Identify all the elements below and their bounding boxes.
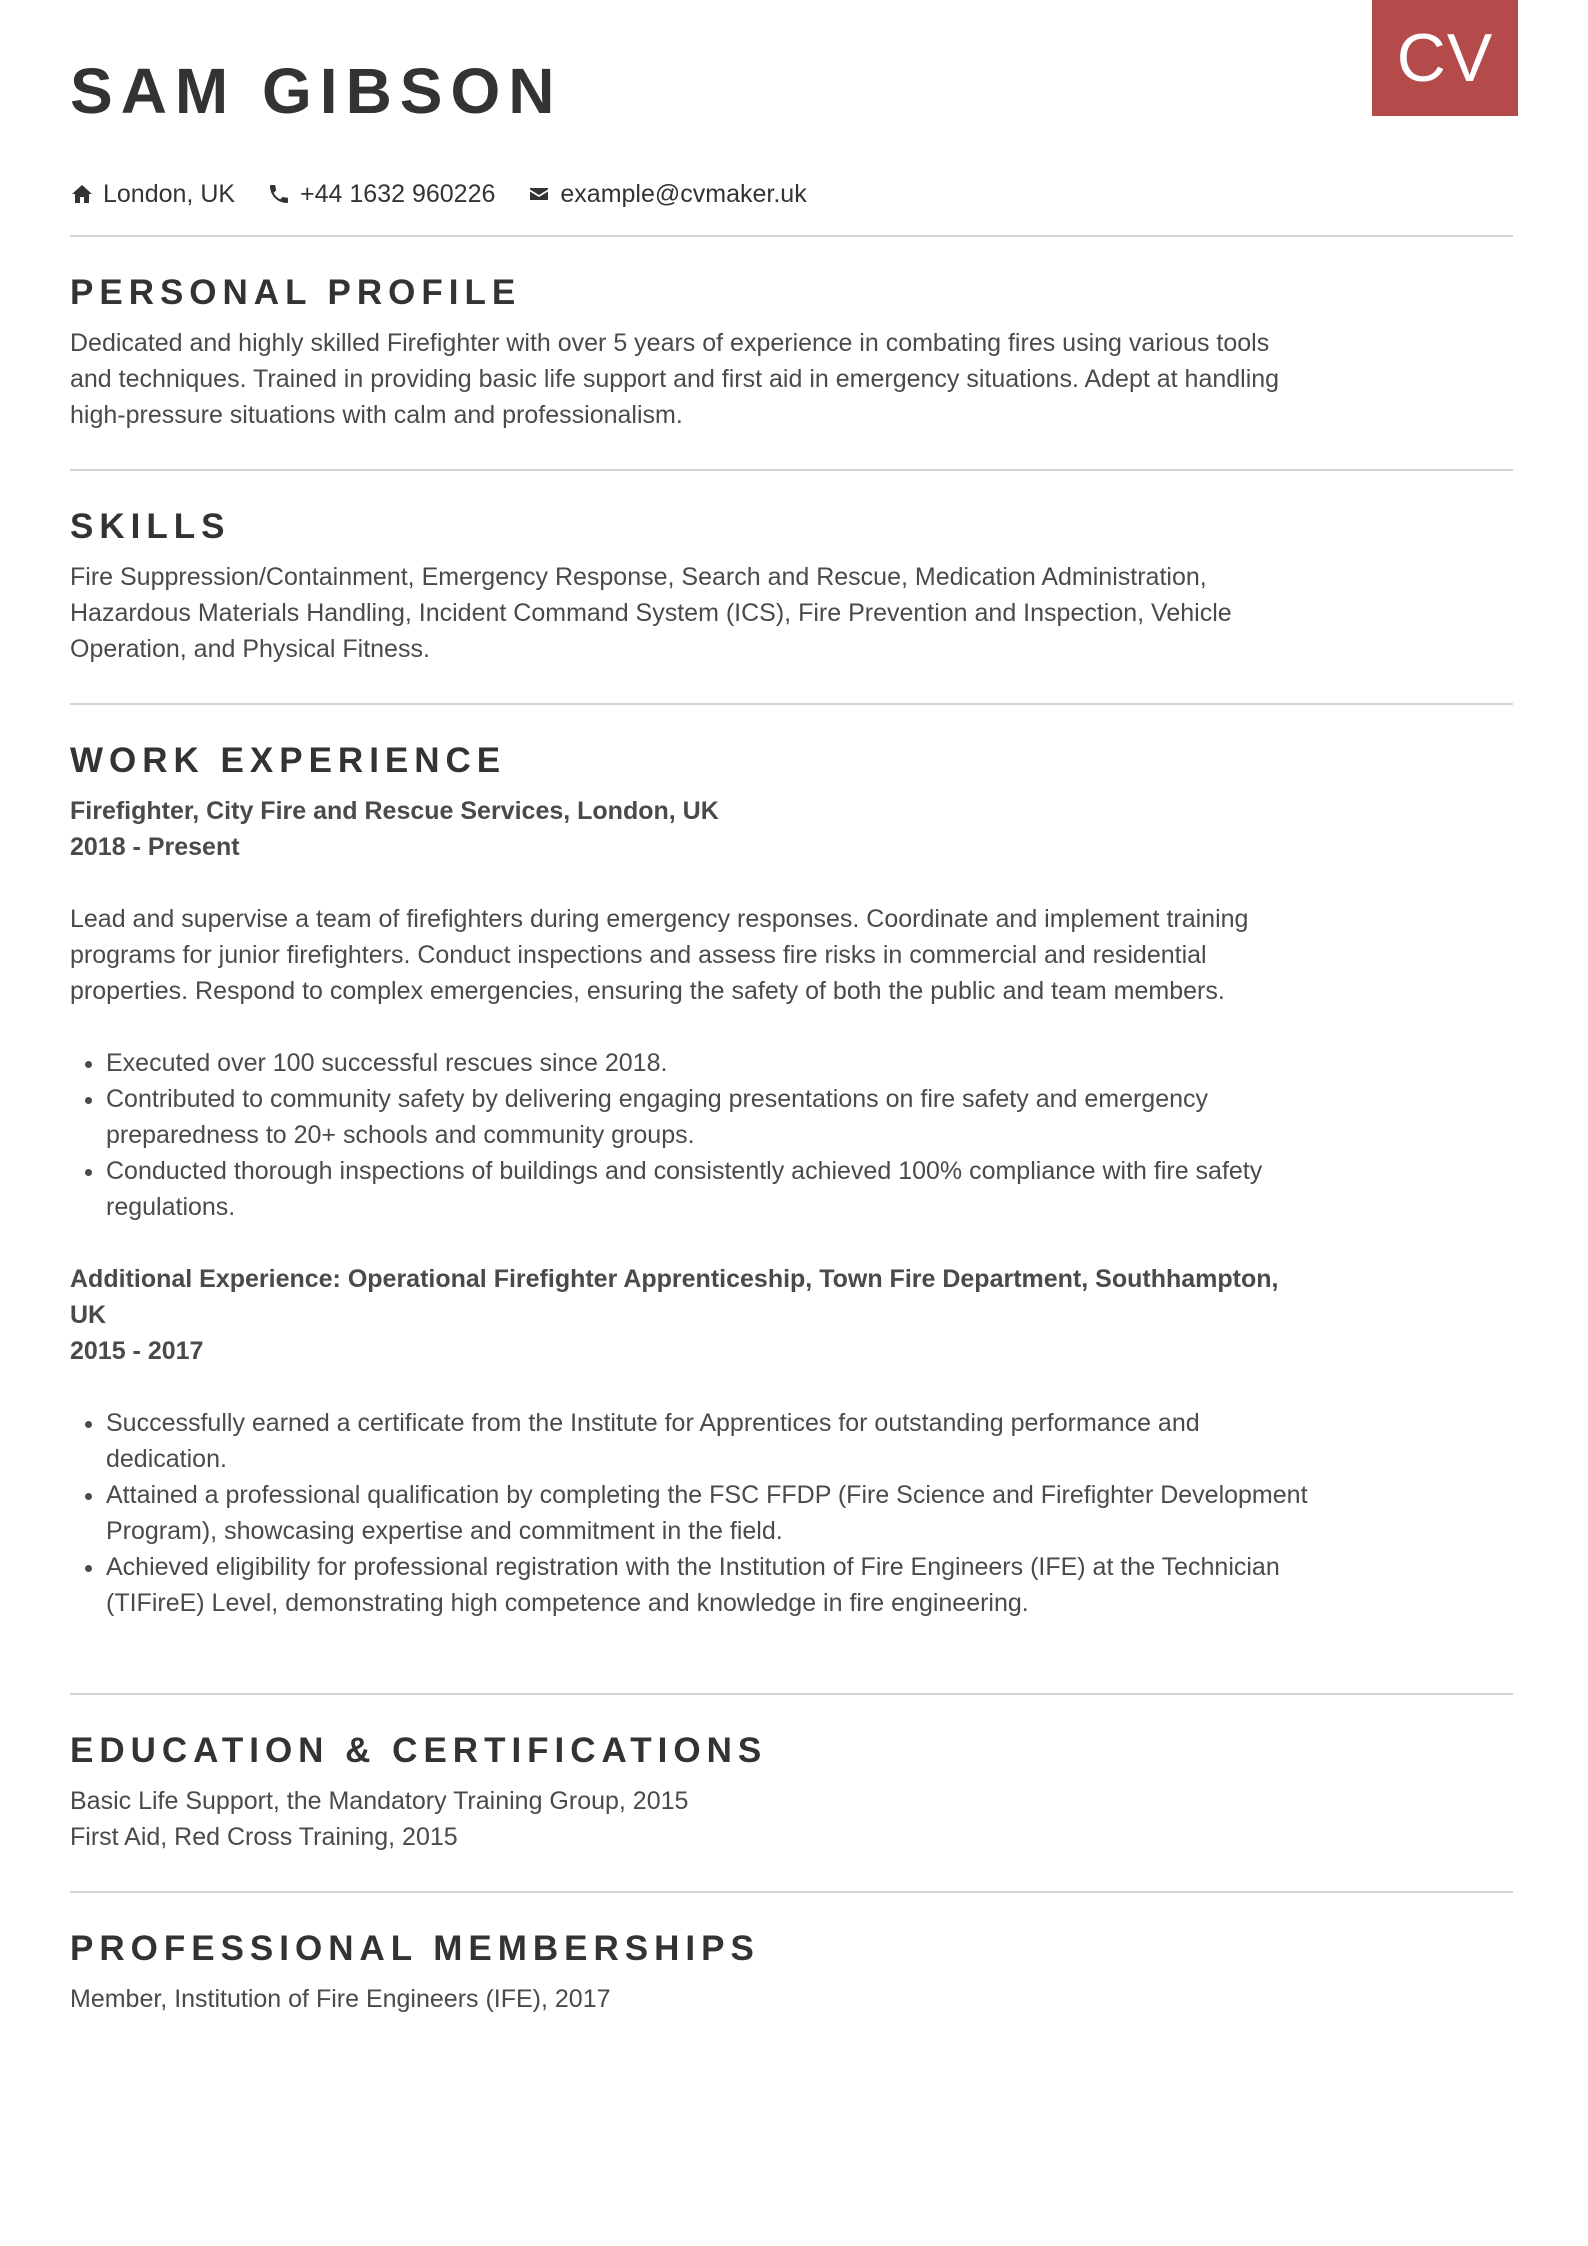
job-title: Firefighter, City Fire and Rescue Services, London, UK [70,797,719,825]
job-entry [70,793,1513,1225]
section-personal-profile [70,237,1513,433]
education-item: Basic Life Support, the Mandatory Training Group, 2015 [70,1787,689,1815]
list-item: • Executed over 100 successful rescues since 2018. [106,1045,1316,1081]
section-title: WORK EXPERIENCE [70,741,507,780]
mail-icon [527,182,551,206]
section-title: PERSONAL PROFILE [70,273,522,312]
list-item: • Achieved eligibility for professional registration with the Institution of Fire Engineers (IFE) at the Technician (TIFireE) Level, demonstrating high competence and knowledge in fire engineering. [106,1549,1316,1621]
section-work-experience [70,705,1513,1621]
profile-text: Dedicated and highly skilled Firefighter with over 5 years of experience in combating fires using various tools and techniques. Trained in providing basic life support and first aid in emergency situations. Adept at handling high-pressure situations with calm and professionalism. [70,329,1280,429]
phone-icon [267,182,291,206]
contact-location [70,180,235,209]
membership-item: Member, Institution of Fire Engineers (IFE), 2017 [70,1985,611,2013]
section-skills [70,471,1513,667]
contact-phone [267,180,495,209]
section-memberships [70,1893,1513,2017]
job-title: Additional Experience: Operational Firefighter Apprenticeship, Town Fire Department, Southhampton, UK [70,1265,1279,1329]
section-title: EDUCATION & CERTIFICATIONS [70,1731,768,1770]
job-achievements [70,1405,1316,1621]
job-dates: 2018 - Present [70,833,240,861]
list-item: • Contributed to community safety by delivering engaging presentations on fire safety and emergency preparedness to 20+ schools and community groups. [106,1081,1316,1153]
education-item: First Aid, Red Cross Training, 2015 [70,1823,458,1851]
cv-badge: CV [1372,0,1518,116]
home-icon [70,182,94,206]
skills-text: Fire Suppression/Containment, Emergency Response, Search and Rescue, Medication Administration, Hazardous Materials Handling, Incident Command System (ICS), Fire Prevention and Inspection, Vehicle Operation, and Physical Fitness. [70,563,1232,663]
email-text: example@cvmaker.uk [560,179,807,208]
section-title: SKILLS [70,507,231,546]
list-item: • Successfully earned a certificate from the Institute for Apprentices for outstanding performance and dedication. [106,1405,1316,1477]
job-description: Lead and supervise a team of firefighters during emergency responses. Coordinate and implement training programs for junior firefighters. Conduct inspections and assess fire risks in commercial and residential properties. Respond to complex emergencies, ensuring the safety of both the public and team members. [70,905,1249,1005]
contact-email [527,180,806,209]
phone-text: +44 1632 960226 [300,179,496,208]
job-achievements [70,1045,1316,1225]
job-entry [70,1261,1513,1621]
section-title: PROFESSIONAL MEMBERSHIPS [70,1929,760,1968]
list-item: • Attained a professional qualification by completing the FSC FFDP (Fire Science and Firefighter Development Program), showcasing expertise and commitment in the field. [106,1477,1316,1549]
location-text: London, UK [103,179,236,208]
job-dates: 2015 - 2017 [70,1337,204,1365]
contact-details [70,178,1513,210]
candidate-name: SAM GIBSON [70,55,563,127]
list-item: • Conducted thorough inspections of buildings and consistently achieved 100% compliance with fire safety regulations. [106,1153,1316,1225]
section-education [70,1695,1513,1855]
